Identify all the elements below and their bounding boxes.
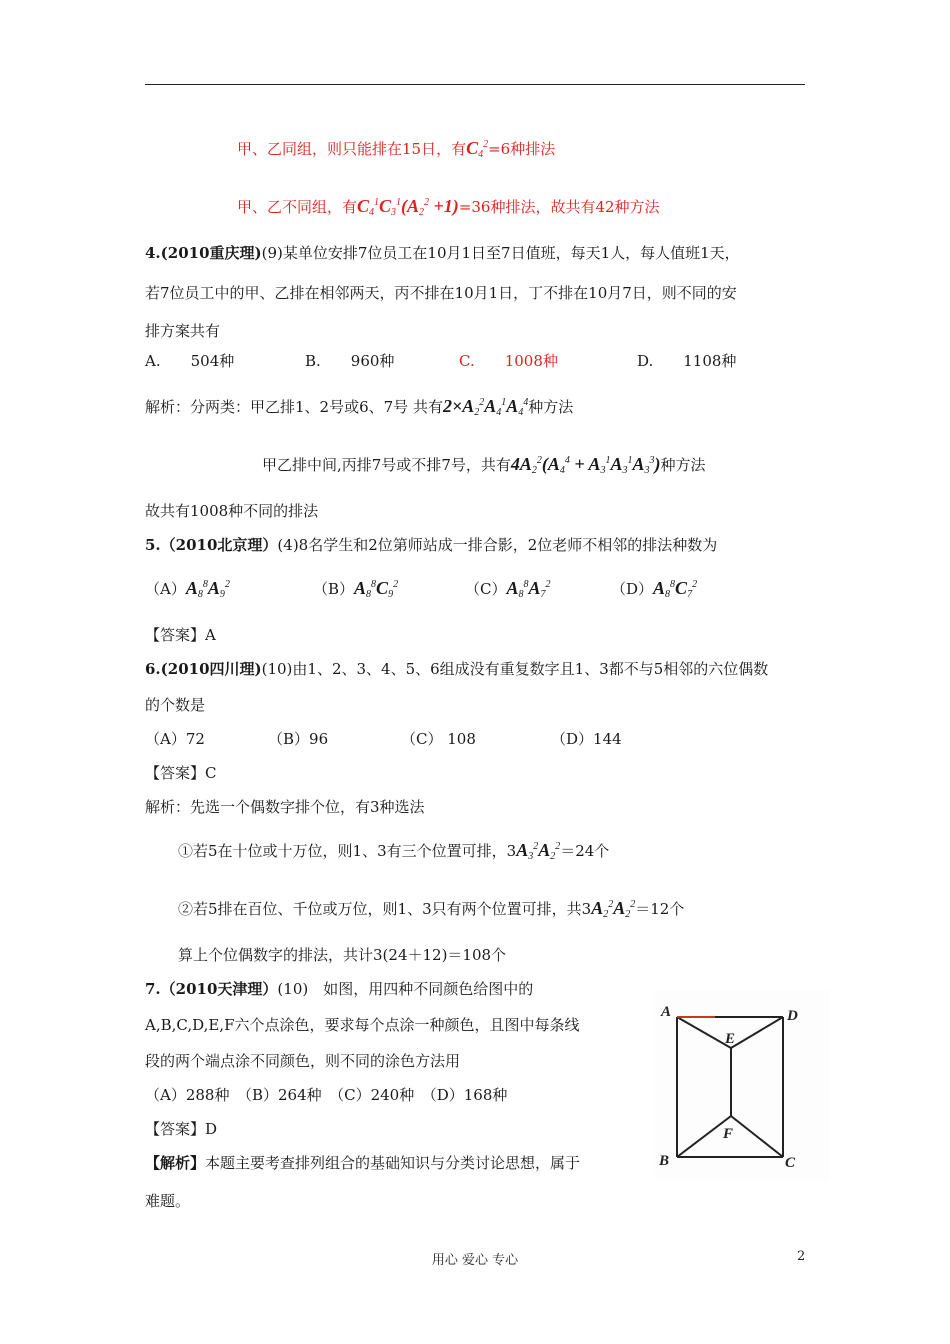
q4-line-1: 4.(2010重庆理)(9)某单位安排7位员工在10月1日至7日值班，每天1人，每人值班1天，: [145, 244, 740, 262]
q7-solution-1: 【解析】本题主要考查排列组合的基础知识与分类讨论思想，属于: [145, 1154, 581, 1172]
q7-answer: 【答案】D: [145, 1120, 218, 1138]
q5-option-c: $(C)A_8^8A_7^2$: [465, 578, 551, 600]
q4-option-b: B. 960种: [305, 352, 395, 370]
q6-option-a: （A）72: [145, 730, 205, 748]
q4-option-d: D. 1108种: [637, 352, 737, 370]
q7-solution-2: 难题。: [145, 1192, 191, 1210]
label-a: A: [661, 1004, 672, 1020]
q4-options: [145, 350, 736, 372]
q4-option-c: C. 1008种: [459, 352, 558, 370]
formula-c42: $C_4^2$: [466, 138, 489, 160]
q6-option-b: （B）96: [268, 730, 329, 748]
q5-option-a: $(A)A_8^8A_9^2$: [145, 578, 230, 600]
q6-solution-2: ①若5在十位或十万位，则1、3有三个位置可排，$3A_3^2A_2^2=24$个: [178, 840, 610, 862]
solution-line-same-group: 甲、乙同组，则只能排在15日，有$C_4^2=6$种排法: [237, 138, 556, 160]
label-b: B: [659, 1153, 670, 1169]
q5-option-d: $(D)A_8^8C_7^2$: [611, 578, 698, 600]
q6-solution-1: 解析：先选一个偶数字排个位，有3种选法: [145, 798, 425, 816]
q6-line-2: 的个数是: [145, 696, 206, 714]
q6-solution-3: ②若5排在百位、千位或万位，则1、3只有两个位置可排，共$3A_2^2A_2^2=12$个: [178, 898, 685, 920]
q7-figure: [655, 990, 830, 1180]
q6-option-c: （C） 108: [401, 730, 476, 748]
q4-line-3: 排方案共有: [145, 322, 221, 340]
solution-line-diff-group: 甲、乙不同组，有$C_4^1C_3^1(A_2^2 +1)=36$种排法，故共有42种方法: [237, 196, 660, 218]
label-e: E: [725, 1031, 736, 1047]
q7-line-2: A,B,C,D,E,F六个点涂色，要求每个点涂一种颜色，且图中每条线: [145, 1016, 580, 1034]
q6-solution-4: 算上个位偶数字的排法，共计3(24＋12)＝108个: [178, 946, 507, 964]
q5-options: [145, 578, 697, 600]
q7-line-3: 段的两个端点涂不同颜色，则不同的涂色方法用: [145, 1052, 461, 1070]
q4-line-2: 若7位员工中的甲、乙排在相邻两天，丙不排在10月1日，丁不排在10月7日，则不同的安: [145, 284, 737, 302]
page-number: 2: [797, 1249, 806, 1264]
page-footer: 用心 爱心 专心: [431, 1253, 519, 1268]
q5-answer: 【答案】A: [145, 626, 216, 644]
q4-solution-1: 解析：分两类：甲乙排1、2号或6、7号 共有$2\times A_2^2A_4^1A_4^4$种方法: [145, 396, 574, 418]
q7-options: （A）288种 （B）264种 （C）240种 （D）168种: [145, 1086, 508, 1104]
q6-line-1: 6.(2010四川理)(10)由1、2、3、4、5、6组成没有重复数字且1、3都不与5相邻的六位偶数: [145, 660, 769, 678]
q4-option-a: A. 504种: [145, 352, 235, 370]
label-d: D: [787, 1008, 798, 1024]
q5-line-1: 5.（2010北京理）(4)8名学生和2位第师站成一排合影，2位老师不相邻的排法种数为: [145, 536, 718, 554]
q4-solution-3: 故共有1008种不同的排法: [145, 502, 319, 520]
formula-c41c31: $C_4^1C_3^1(A_2^2 +1)$: [357, 196, 459, 218]
q4-solution-2: 甲乙排中间,丙排7号或不排7号，共有$4A_2^2(A_4^4 + A_3^1A_3^1A_3^3)$种方法: [262, 454, 706, 476]
formula-q4-b: $4A_2^2(A_4^4 + A_3^1A_3^1A_3^3)$: [510, 454, 661, 476]
q5-option-b: $(B)A_8^8C_9^2$: [313, 578, 399, 600]
q7-line-1: 7.（2010天津理）(10) 如图，用四种不同颜色给图中的: [145, 980, 534, 998]
q6-options: [145, 728, 622, 750]
header-rule: [145, 84, 805, 85]
q6-option-d: （D）144: [551, 730, 622, 748]
q6-answer: 【答案】C: [145, 764, 217, 782]
label-c: C: [785, 1155, 796, 1171]
label-f: F: [723, 1126, 734, 1142]
formula-q4-a: $2\times A_2^2A_4^1A_4^4$: [442, 396, 529, 418]
